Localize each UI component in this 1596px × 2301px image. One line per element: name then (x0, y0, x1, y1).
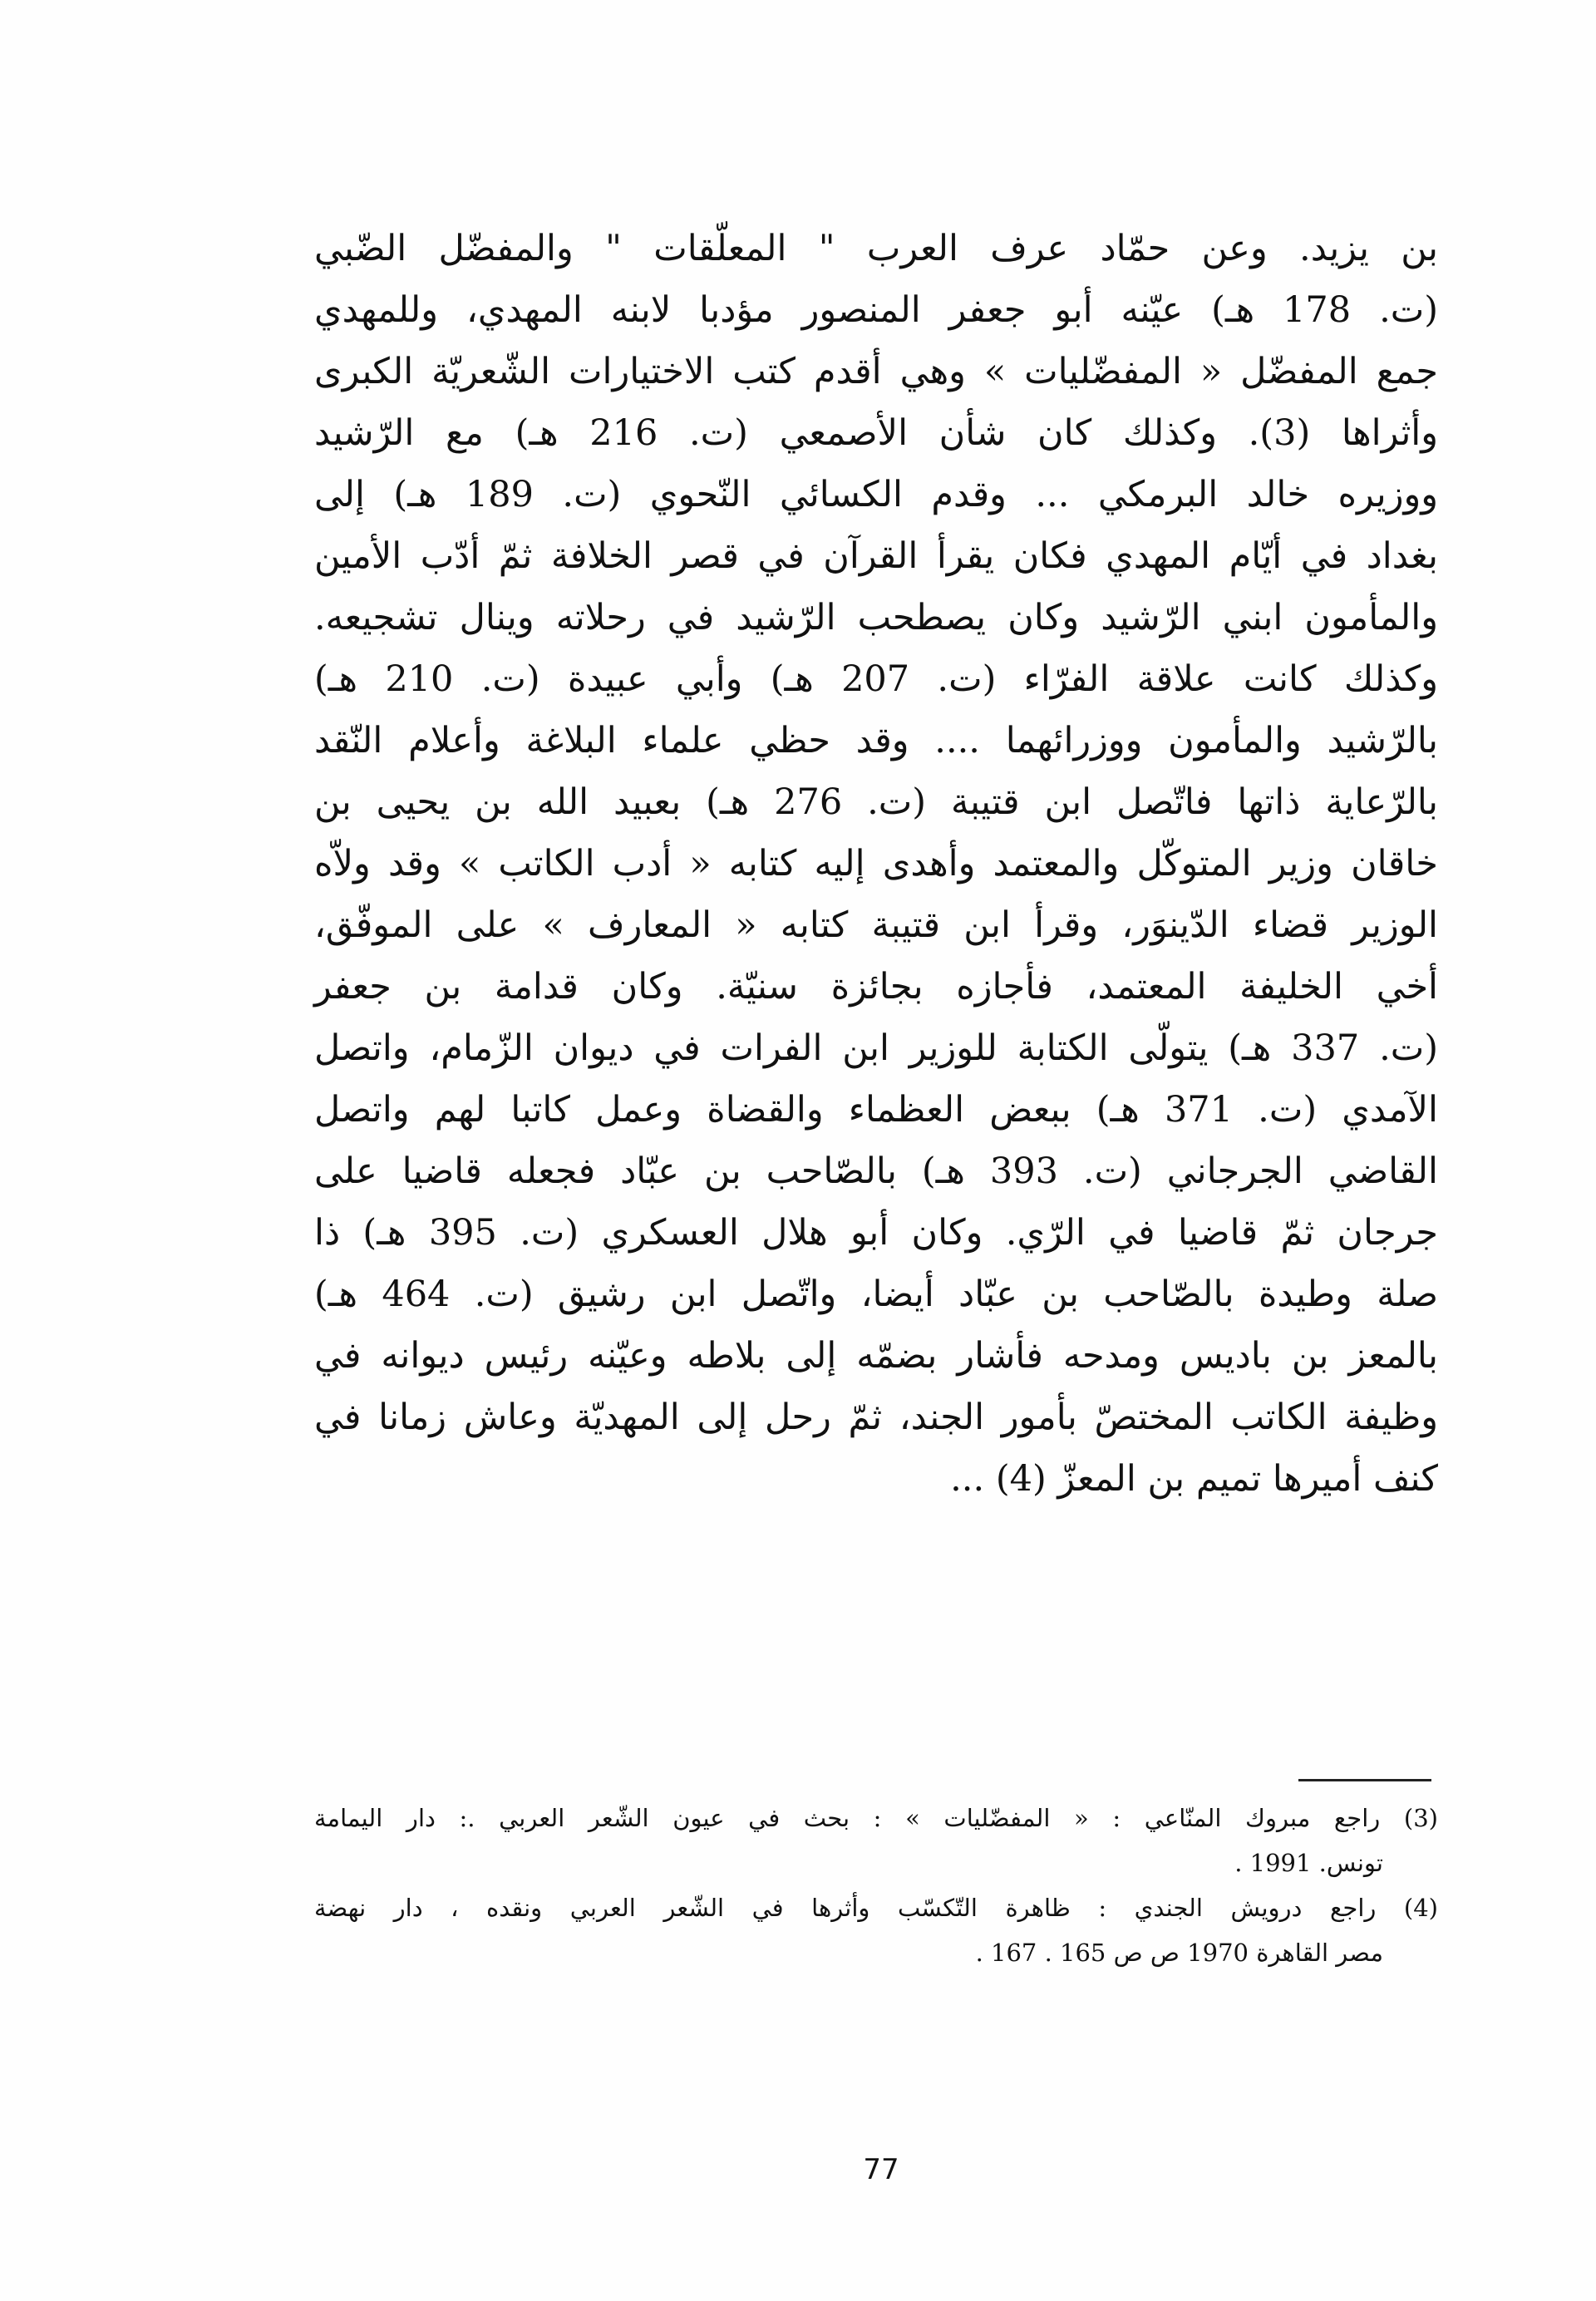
body-line: الوزير قضاء الدّينوَر، وقرأ ابن قتيبة كتابه « المعارف » على الموفّق، (314, 904, 1438, 946)
body-line: بن يزيد. وعن حمّاد عرف العرب " المعلّقات " والمفضّل الضّبي (314, 228, 1438, 269)
body-line: خاقان وزير المتوكّل والمعتمد وأهدى إليه كتابه « أدب الكاتب » وقد ولاّه (314, 843, 1438, 884)
body-line: ووزيره خالد البرمكي ... وقدم الكسائي النّحوي (ت. 189 هـ) إلى (314, 474, 1438, 515)
body-line: والمأمون ابني الرّشيد وكان يصطحب الرّشيد في رحلاته وينال تشجيعه. (314, 597, 1438, 638)
body-line: القاضي الجرجاني (ت. 393 هـ) بالصّاحب بن عبّاد فجعله قاضيا على (314, 1150, 1438, 1192)
body-line: جرجان ثمّ قاضيا في الرّي. وكان أبو هلال العسكري (ت. 395 هـ) ذا (314, 1212, 1439, 1254)
body-line: (ت. 178 هـ) عيّنه أبو جعفر المنصور مؤدبا لابنه المهدي، وللمهدي (314, 289, 1439, 331)
body-line: وكذلك كانت علاقة الفرّاء (ت. 207 هـ) وأبي عبيدة (ت. 210 هـ) (314, 658, 1439, 700)
footnote-3: (3) راجع مبروك المنّاعي : « المفضّليات » : بحث في عيون الشّعر العربي .: دار اليمامة (314, 1804, 1438, 1832)
footnote-separator (1298, 1779, 1431, 1781)
body-line: بغداد في أيّام المهدي فكان يقرأ القرآن في قصر الخلافة ثمّ أدّب الأمين (314, 535, 1438, 577)
footnotes (314, 1796, 1438, 1975)
body-line-last: كنف أميرها تميم بن المعزّ (4) ... (950, 1458, 1438, 1500)
body-line: وأثراها (3). وكذلك كان شأن الأصمعي (ت. 216 هـ) مع الرّشيد (314, 412, 1438, 454)
body-line: جمع المفضّل « المفضّليات » وهي أقدم كتب الاختيارات الشّعريّة الكبرى (314, 351, 1438, 392)
page-number: 77 (863, 2153, 899, 2186)
body-line: بالرّعاية ذاتها فاتّصل ابن قتيبة (ت. 276 هـ) بعبيد الله بن يحيى بن (314, 781, 1439, 823)
body-line: بالرّشيد والمأمون ووزرائهما .... وقد حظي علماء البلاغة وأعلام النّقد (314, 720, 1438, 761)
body-line: صلة وطيدة بالصّاحب بن عبّاد أيضا، واتّصل ابن رشيق (ت. 464 هـ) (314, 1274, 1439, 1315)
body-line: الآمدي (ت. 371 هـ) ببعض العظماء والقضاة وعمل كاتبا لهم واتصل (314, 1089, 1438, 1131)
body-text (314, 218, 1438, 1510)
footnote-4: (4) راجع درويش الجندي : ظاهرة التّكسّب وأثرها في الشّعر العربي ونقده ، دار نهضة (314, 1894, 1438, 1922)
body-line: أخي الخليفة المعتمد، فأجازه بجائزة سنيّة. وكان قدامة بن جعفر (314, 966, 1438, 1008)
body-line: وظيفة الكاتب المختصّ بأمور الجند، ثمّ رحل إلى المهديّة وعاش زمانا في (314, 1397, 1438, 1438)
body-line: بالمعز بن باديس ومدحه فأشار بضمّه إلى بلاطه وعيّنه رئيس ديوانه في (314, 1335, 1438, 1377)
footnote-4-continuation: مصر القاهرة 1970 ص ص 165 . 167 . (975, 1939, 1383, 1967)
body-line: (ت. 337 هـ) يتولّى الكتابة للوزير ابن الفرات في ديوان الزّمام، واتصل (314, 1027, 1439, 1069)
footnote-3-continuation: تونس. 1991 . (1234, 1849, 1383, 1877)
